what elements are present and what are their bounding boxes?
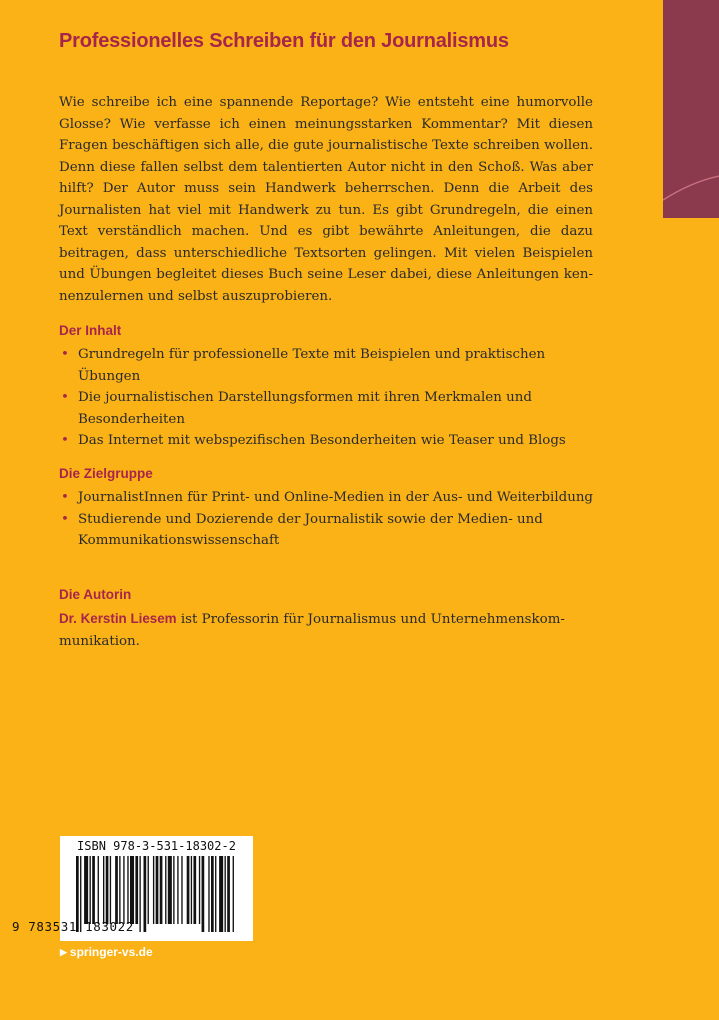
heading-zielgruppe: Die Zielgruppe: [59, 466, 153, 481]
barcode-bar: [233, 856, 234, 932]
list-item: • Studierende und Dozierende der Journalistik sowie der Medien- und Kommunikationswissenschaft: [59, 509, 599, 552]
barcode-bar: [98, 856, 99, 924]
isbn-label: ISBN 978-3-531-18302-2: [77, 839, 236, 853]
barcode-bar: [168, 856, 172, 924]
barcode-bar: [153, 856, 154, 924]
barcode-digits: 9 783531 183022: [12, 919, 134, 934]
heading-autorin: Die Autorin: [59, 587, 132, 602]
author-description: ist Professorin für Journalismus und Unternehmenskommunikation.: [59, 612, 565, 649]
swoosh-decoration: [663, 0, 719, 218]
list-item: • JournalistInnen für Print- und Online-Medien in der Aus- und Weiterbildung: [59, 487, 599, 509]
list-item: • Die journalistischen Darstellungsformen mit ihren Merkmalen und Besonderheiten: [59, 387, 599, 430]
barcode-bar: [202, 856, 205, 932]
barcode-bar: [156, 856, 159, 924]
barcode-bar: [84, 856, 88, 924]
barcode-bar: [181, 856, 182, 924]
barcode-bar: [127, 856, 128, 924]
barcode-bar: [225, 856, 226, 932]
barcode-bar: [103, 856, 104, 924]
barcode-bar: [199, 856, 200, 924]
barcode-bar: [106, 856, 109, 924]
author-name: Dr. Kerstin Liesem: [59, 611, 177, 626]
barcode-bar: [215, 856, 216, 932]
barcode-bar: [193, 856, 196, 924]
barcode-bar: [191, 856, 192, 924]
list-zielgruppe: [59, 487, 599, 552]
barcode-bar: [187, 856, 190, 924]
corner-band: [663, 0, 719, 218]
bullet-icon: •: [61, 347, 69, 362]
barcode-bar: [92, 856, 95, 924]
barcode-bar: [211, 856, 214, 932]
barcode-bar: [130, 856, 134, 924]
barcode-bar: [148, 856, 149, 924]
barcode-bar: [135, 856, 138, 924]
barcode-bar: [165, 856, 166, 924]
bullet-icon: •: [61, 511, 69, 527]
heading-inhalt: Der Inhalt: [59, 323, 122, 338]
publisher-link[interactable]: ▶ springer-vs.de: [60, 945, 153, 959]
list-item: • Grundregeln für professionelle Texte mit Beispielen und praktischen Übungen: [59, 344, 599, 387]
barcode-bar: [115, 856, 118, 924]
page-title: Professionelles Schreiben für den Journalismus: [59, 30, 509, 52]
bullet-icon: •: [61, 490, 69, 505]
barcode-bar: [173, 856, 174, 924]
barcode-bar: [208, 856, 209, 932]
bullet-icon: •: [61, 390, 69, 405]
barcode-bar: [90, 856, 91, 924]
barcode-bar: [227, 856, 230, 932]
barcode-bar: [160, 856, 163, 924]
barcode-bar: [110, 856, 111, 924]
barcode-bar: [123, 856, 124, 924]
barcode-bar: [177, 856, 178, 924]
barcode-bar: [219, 856, 223, 932]
bullet-icon: •: [61, 433, 69, 448]
intro-paragraph: Wie schreibe ich eine spannende Reportage? Wie entsteht eine humorvolle Glosse? Wie verfasse ich einen meinungsstarken Kommentar? Mit diesen Fragen beschäftigen sich alle, die gute journalistische Texte schreiben wollen. Denn diese fallen selbst dem talentierten Autor nicht in den Schoß. Was aber hilft? Der Autor muss sein Handwerk beherrschen. Denn die Arbeit des Journalisten hat viel mit Handwerk zu tun. Es gibt Grundregeln, die einen Text verständlich machen. Und es gibt bewährte Anleitungen, die dazu beitragen, dass unterschiedliche Textsorten gelingen. Mit vielen Beispielen und Übungen begleitet dieses Buch seine Leser dabei, diese Anleitungen kennenzulernen und selbst auszuprobieren.: [59, 95, 593, 304]
author-paragraph: [59, 608, 593, 652]
barcode-bar: [119, 856, 120, 924]
list-item: • Das Internet mit webspezifischen Besonderheiten wie Teaser und Blogs: [59, 430, 599, 452]
arrow-right-icon: ▶: [60, 947, 67, 957]
list-inhalt: [59, 344, 599, 452]
